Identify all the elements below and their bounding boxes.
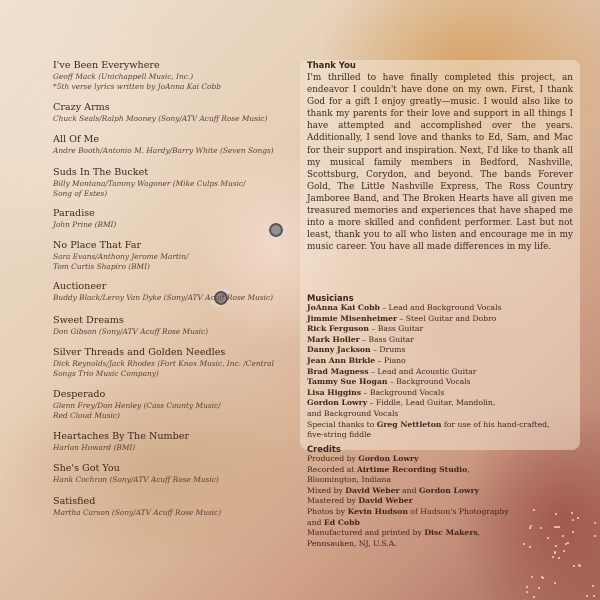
special-thanks-line: five-string fiddle [307,430,372,440]
track-credit: Songs Trio Music Company) [53,369,159,378]
musician-line: Danny Jackson – Drums [307,345,406,355]
musicians-heading: Musicians [307,293,354,303]
sparkle-dot [554,551,556,553]
track-item [53,60,303,92]
sparkle-dot [577,517,579,519]
track-credit: Don Gibson (Sony/ATV Acuff Rose Music) [53,327,209,336]
track-item [53,431,303,453]
musician-line: Mark Holler – Bass Guitar [307,334,414,344]
track-item [53,347,303,379]
sparkle-dot [594,522,596,524]
musician-line: Tammy Sue Hogan – Background Vocals [307,377,471,387]
credit-line: Mastered by David Weber [307,496,413,506]
credit-line: Manufactured and printed by Disc Makers, [307,528,481,538]
thank-you-section [307,60,573,253]
track-title: Sweet Dreams [53,315,124,326]
track-item [53,389,303,421]
sparkle-dot [593,595,595,597]
thank-you-heading: Thank You [307,60,356,70]
track-credit: Sara Evans/Anthony Jerome Martin/ [53,252,189,261]
sparkle-dot [552,556,554,558]
sparkle-dot [526,591,528,593]
sparkle-dot [578,564,580,566]
track-item [53,281,303,303]
musician-line: Jean Ann Birkle – Piano [307,355,406,365]
sparkle-dot [558,557,560,559]
track-title: Paradise [53,208,95,219]
track-credit: Tom Curtis Shapiro (BMI) [53,262,150,271]
musician-line: Brad Magness – Lead and Acoustic Guitar [307,366,477,376]
track-item [53,496,303,518]
credits-heading: Credits [307,444,341,454]
sparkle-dot [538,587,540,589]
track-title: No Place That Far [53,240,142,251]
credit-line: Bloomington, Indiana [307,475,392,485]
credit-line: Mixed by David Weber and Gordon Lowry [307,485,480,495]
track-title: Crazy Arms [53,102,110,113]
track-credit: John Prine (BMI) [53,220,117,229]
track-item [53,167,303,199]
sparkle-dot [526,586,528,588]
special-thanks-line: Special thanks to Greg Nettleton for use of his hand-crafted, [307,419,550,429]
sparkle-dot [563,550,565,552]
track-credit: Andre Booth/Antonio M. Hardy/Barry White (Seven Songs) [53,146,274,155]
credit-line: Photos by Kevin Hudson of Hudson's Photography [307,506,509,516]
track-title: Silver Threads and Golden Needles [53,347,226,358]
track-credit: Song of Estes) [53,189,108,198]
credit-line: Pennsauken, NJ, U.S.A. [307,538,397,548]
track-title: All Of Me [53,134,100,145]
track-credit: Harlan Howard (BMI) [53,443,136,452]
track-title: I've Been Everywhere [53,60,160,71]
credits-section [307,444,573,549]
musician-line: Gordon Lowry – Fiddle, Lead Guitar, Mandolin, [307,398,496,408]
credit-line: Produced by Gordon Lowry [307,454,419,463]
musician-line: JoAnna Kai Cobb – Lead and Background Vocals [307,303,502,312]
musicians-section [307,293,573,441]
musician-line: Rick Ferguson – Bass Guitar [307,324,424,334]
track-credit: Chuck Seals/Ralph Mooney (Sony/ATV Acuff Rose Music) [53,114,268,123]
musician-line: Jimmie Misenheimer – Steel Guitar and Dobro [307,313,497,323]
track-credit: Glenn Frey/Don Henley (Cass County Music/ [53,401,221,410]
track-item [53,134,303,156]
track-title: Heartaches By The Number [53,431,190,442]
sparkle-dot [594,535,596,537]
sparkle-dot [533,596,535,598]
sparkle-dot [586,595,588,597]
track-credit: Buddy Black/Leroy Van Dyke (Sony/ATV Acuff Rose Music) [53,293,273,302]
track-title: She's Got You [53,463,120,474]
track-credit: *5th verse lyrics written by JoAnna Kai Cobb [53,82,221,91]
credit-line: and Ed Cobb [307,517,360,527]
sparkle-dot [592,585,594,587]
track-item [53,208,303,230]
sparkle-dot [531,576,533,578]
track-item [53,240,303,272]
track-item [53,102,303,124]
thank-you-body: I'm thrilled to have finally completed this project, an endeavor I couldn't have done on my own. First, I thank God for a gift I enjoy greatly—music. I would also like to thank my parents for their love and support in all things I have attempted and accomplished over the years. Additionally, I send love and thanks to Ed, Sam, and Mac for their support and inspiration. Next, I'd like to thank all my musical family members in Bedford, Nashville, Scottsburg, Corydon, and beyond. The bands Forever Gold, The Little Nashville Express, The Ross Country Jamboree Band, and The Broken Hearts have all given me treasured memories and experiences that have shaped me into a more skilled and confident performer. Last but not least, thank you to all who listen and encourage me in my music career. You have all made differences in my life. [307,73,573,253]
track-title: Auctioneer [53,281,107,292]
track-credit: Hank Cochran (Sony/ATV Acuff Rose Music) [53,475,219,484]
credit-line: Recorded at Airtime Recording Studio, [307,464,470,474]
sparkle-dot [541,576,543,578]
track-credit: Dick Reynolds/Jack Rhodes (Fort Knox Music, Inc. /Central [53,359,274,368]
track-item [53,463,303,485]
musician-line: and Background Vocals [307,408,399,418]
sparkle-dot [573,565,575,567]
track-item [53,315,303,337]
track-credit: Red Cloud Music) [53,411,120,420]
musician-line: Lisa Higgins – Background Vocals [307,387,445,397]
track-credit: Geoff Mack (Unichappell Music, Inc.) [53,72,194,81]
track-credit: Martha Carson (Sony/ATV Acuff Rose Music) [53,508,222,517]
track-title: Suds In The Bucket [53,167,149,178]
track-title: Desperado [53,389,106,400]
track-title: Satisfied [53,496,96,507]
sparkle-dot [554,582,556,584]
track-credit: Billy Montana/Tammy Wagoner (Mike Culps Music/ [53,179,246,188]
